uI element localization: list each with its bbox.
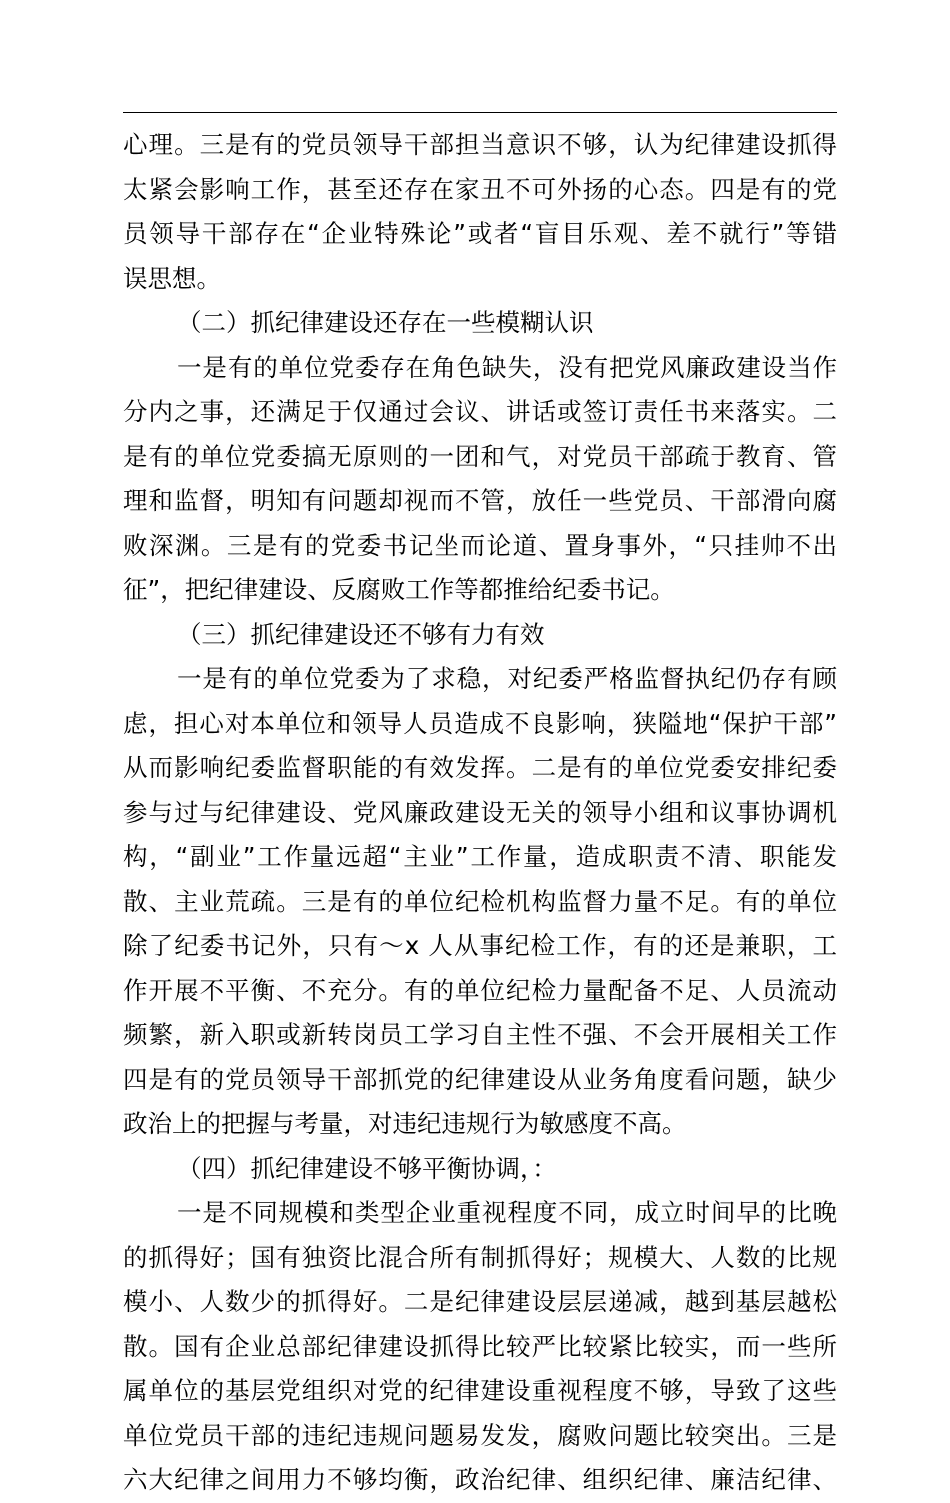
- text-line: 属单位的基层党组织对党的纪律建设重视程度不够，导致了这些: [123, 1376, 837, 1405]
- text-line: 太紧会影响工作，甚至还存在家丑不可外扬的心态。四是有的党: [123, 174, 837, 204]
- text-line: 理和监督，明知有问题却视而不管，放任一些党员、干部滑向腐: [123, 486, 837, 515]
- section-heading-2: （二）抓纪律建设还存在一些模糊认识: [177, 308, 594, 337]
- text-line: 散、主业荒疏。三是有的单位纪检机构监督力量不足。有的单位: [123, 886, 837, 916]
- text-line: 一是有的单位党委存在角色缺失，没有把党风廉政建设当作: [177, 352, 837, 382]
- section-heading-3: （三）抓纪律建设还不够有力有效: [177, 619, 545, 649]
- text-line: 模小、人数少的抓得好。二是纪律建设层层递减，越到基层越松: [123, 1287, 837, 1316]
- text-line: 分内之事，还满足于仅通过会议、讲话或签订责任书来落实。二: [123, 397, 837, 426]
- text-line: 单位党员干部的违纪违规问题易发发，腐败问题比较突出。三是: [123, 1420, 837, 1450]
- text-line: 误思想。: [123, 263, 221, 293]
- text-line: 政治上的把握与考量，对违纪违规行为敏感度不高。: [123, 1109, 687, 1138]
- text-line: 一是有的单位党委为了求稳，对纪委严格监督执纪仍存有顾: [177, 664, 837, 693]
- text-line: 散。国有企业总部纪律建设抓得比较严比较紧比较实，而一些所: [123, 1331, 837, 1361]
- text-line: 员领导干部存在“企业特殊论”或者“盲目乐观、差不就行”等错: [123, 219, 837, 248]
- text-line: 是有的单位党委搞无原则的一团和气，对党员干部疏于教育、管: [123, 441, 837, 471]
- header-rule: [123, 112, 837, 113]
- text-line: 心理。三是有的党员领导干部担当意识不够，认为纪律建设抓得: [123, 130, 837, 159]
- text-line: 的抓得好；国有独资比混合所有制抓得好；规模大、人数的比规: [123, 1242, 837, 1272]
- text-line: 四是有的党员领导干部抓党的纪律建设从业务角度看问题，缺少: [123, 1064, 837, 1094]
- section-heading-4: （四）抓纪律建设不够平衡协调，：: [177, 1153, 557, 1183]
- text-line: 除了纪委书记外，只有～x 人从事纪检工作，有的还是兼职，工: [123, 931, 837, 960]
- text-line: 六大纪律之间用力不够均衡，政治纪律、组织纪律、廉洁纪律、: [123, 1465, 837, 1494]
- document-body: [123, 123, 837, 1503]
- text-line: 一是不同规模和类型企业重视程度不同，成立时间早的比晚: [177, 1198, 837, 1227]
- text-line: 参与过与纪律建设、党风廉政建设无关的领导小组和议事协调机: [123, 797, 837, 827]
- text-line: 频繁，新入职或新转岗员工学习自主性不强、不会开展相关工作: [123, 1020, 837, 1049]
- text-line: 败深渊。三是有的党委书记坐而论道、置身事外，“只挂帅不出: [123, 530, 837, 560]
- text-line: 构，“副业”工作量远超“主业”工作量，造成职责不清、职能发: [123, 842, 837, 871]
- text-line: 虑，担心对本单位和领导人员造成不良影响，狭隘地“保护干部”: [123, 708, 837, 738]
- text-line: 征”，把纪律建设、反腐败工作等都推给纪委书记。: [123, 575, 675, 604]
- text-line: 作开展不平衡、不充分。有的单位纪检力量配备不足、人员流动: [123, 975, 837, 1005]
- text-line: 从而影响纪委监督职能的有效发挥。二是有的单位党委安排纪委: [123, 753, 837, 782]
